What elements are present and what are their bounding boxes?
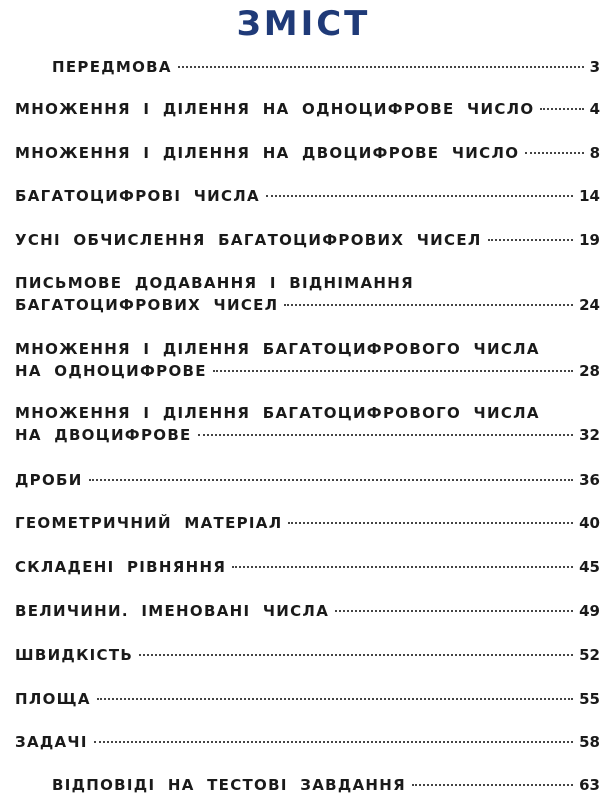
toc-entry-title: ГЕОМЕТРИЧНИЙ МАТЕРІАЛ [15,514,283,532]
toc-page-number: 58 [579,733,600,751]
toc-entry-title: МНОЖЕННЯ І ДІЛЕННЯ НА ОДНОЦИФРОВЕ ЧИСЛО [15,100,535,118]
toc-page-number: 8 [589,144,600,162]
toc-entry[interactable] [15,272,600,316]
toc-entry-title-line1: МНОЖЕННЯ І ДІЛЕННЯ БАГАТОЦИФРОВОГО ЧИСЛА [15,340,540,358]
dot-leader [540,108,583,110]
dot-leader [97,698,573,700]
toc-page-number: 19 [579,231,600,249]
toc-entry[interactable] [15,469,600,491]
toc-entry-title: ВІДПОВІДІ НА ТЕСТОВІ ЗАВДАННЯ [52,776,406,794]
toc-entry[interactable] [15,556,600,578]
toc-entry-title: НА ОДНОЦИФРОВЕ [15,362,207,380]
dot-leader [89,479,574,481]
toc-entry[interactable] [52,774,600,796]
toc-entry-title-line1: ПИСЬМОВЕ ДОДАВАННЯ І ВІДНІМАННЯ [15,274,414,292]
toc-entry-title: ШВИДКІСТЬ [15,646,134,664]
toc-entry-title: ВЕЛИЧИНИ. ІМЕНОВАНІ ЧИСЛА [15,602,330,620]
toc-entry-title: СКЛАДЕНІ РІВНЯННЯ [15,558,227,576]
toc-entry-title: БАГАТОЦИФРОВИХ ЧИСЕЛ [15,296,279,314]
toc-entry-title: ДРОБИ [15,471,83,489]
toc-page-number: 14 [579,187,600,205]
dot-leader [213,370,573,372]
dot-leader [288,522,573,524]
toc-entry[interactable] [15,688,600,710]
toc-entry[interactable] [15,185,600,207]
toc-page-number: 32 [579,426,600,444]
toc-entry-title: ПЛОЩА [15,690,91,708]
dot-leader [412,784,573,786]
toc-page-number: 45 [579,558,600,576]
toc-page-number: 52 [579,646,600,664]
toc-page-number: 63 [579,776,600,794]
dot-leader [139,654,573,656]
toc-entry[interactable] [15,512,600,534]
dot-leader [335,610,573,612]
toc-page-number: 24 [579,296,600,314]
toc-entry[interactable] [15,731,600,753]
toc-entry[interactable] [15,644,600,666]
toc-entry-title: ЗАДАЧІ [15,733,88,751]
toc-page-number: 3 [589,58,600,76]
toc-page-number: 55 [579,690,600,708]
toc-entry-title: УСНІ ОБЧИСЛЕННЯ БАГАТОЦИФРОВИХ ЧИСЕЛ [15,231,482,249]
dot-leader [178,66,584,68]
dot-leader [266,195,573,197]
toc-entry-title: ПЕРЕДМОВА [52,58,172,76]
dot-leader [525,152,583,154]
toc-entry-title: БАГАТОЦИФРОВІ ЧИСЛА [15,187,260,205]
toc-entry[interactable] [52,56,600,78]
toc-entry-title: НА ДВОЦИФРОВЕ [15,426,192,444]
dot-leader [232,566,573,568]
dot-leader [284,304,573,306]
toc-entry[interactable] [15,600,600,622]
page-title: ЗМІСТ [236,4,371,44]
toc-page-number: 4 [589,100,600,118]
dot-leader [94,741,573,743]
toc-entry-title: МНОЖЕННЯ І ДІЛЕННЯ НА ДВОЦИФРОВЕ ЧИСЛО [15,144,520,162]
toc-entry[interactable] [15,229,600,251]
toc-page-number: 40 [579,514,600,532]
toc-page-number: 49 [579,602,600,620]
dot-leader [198,434,574,436]
toc-page-number: 36 [579,471,600,489]
toc-entry-title-line1: МНОЖЕННЯ І ДІЛЕННЯ БАГАТОЦИФРОВОГО ЧИСЛА [15,404,540,422]
toc-page-number: 28 [579,362,600,380]
toc-entry[interactable] [15,402,600,446]
toc-entry[interactable] [15,142,600,164]
dot-leader [488,239,573,241]
toc-entry[interactable] [15,338,600,382]
toc-entry[interactable] [15,98,600,120]
